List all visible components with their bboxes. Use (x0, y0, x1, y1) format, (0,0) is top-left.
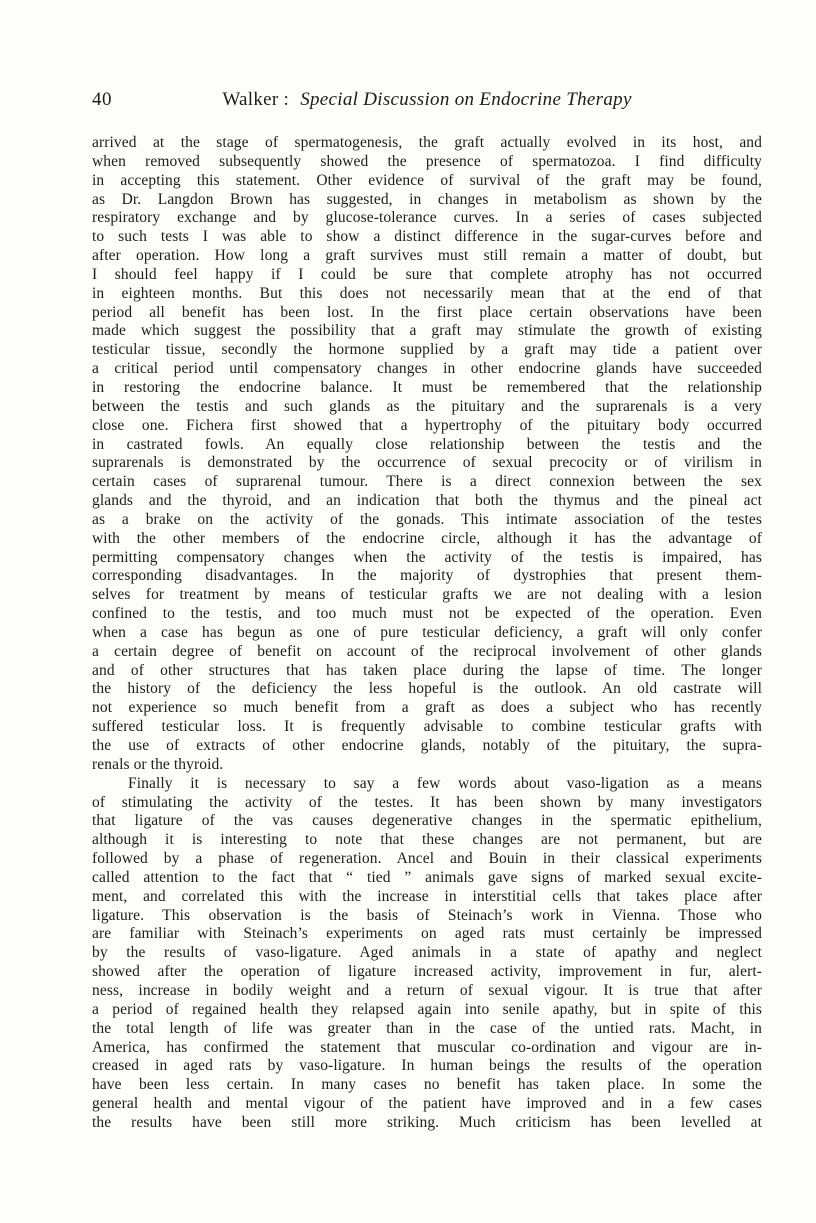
text-line: a period of regained health they relapsed again into senile apathy, but in spite of this (92, 1000, 762, 1018)
text-line: creased in aged rats by vaso-ligature. In human beings the results of the operation (92, 1057, 762, 1075)
text-line: the results have been still more striking. Much criticism has been levelled at (92, 1113, 762, 1131)
text-line: general health and mental vigour of the patient have improved and in a few cases (92, 1095, 762, 1113)
text-line: suffered testicular loss. It is frequently advisable to combine testicular grafts with (92, 718, 762, 736)
text-line: not experience so much benefit from a graft as does a subject who has recently (92, 699, 762, 717)
text-line: I should feel happy if I could be sure that complete atrophy has not occurred (92, 265, 762, 283)
text-line: as a brake on the activity of the gonads. This intimate association of the testes (92, 510, 762, 528)
paragraph-vaso-ligation (92, 775, 762, 1133)
text-line: the use of extracts of other endocrine glands, notably of the pituitary, the supra- (92, 737, 762, 754)
paragraph-grafts (92, 134, 762, 775)
text-line: made which suggest the possibility that a graft may stimulate the growth of existing (92, 322, 762, 340)
text-line: ligature. This observation is the basis of Steinach’s work in Vienna. Those who (92, 906, 762, 924)
text-line: have been less certain. In many cases no benefit has taken place. In some the (92, 1076, 762, 1094)
text-line: although it is interesting to note that these changes are not permanent, but are (92, 831, 762, 849)
text-line: Finally it is necessary to say a few words about vaso-ligation as a means (128, 774, 762, 792)
text-line: are familiar with Steinach’s experiments on aged rats must certainly be impressed (92, 925, 762, 943)
text-line: by the results of vaso-ligature. Aged animals in a state of apathy and neglect (92, 944, 762, 962)
text-line: in restoring the endocrine balance. It must be remembered that the relationship (92, 378, 762, 396)
text-line: with the other members of the endocrine circle, although it has the advantage of (92, 529, 762, 547)
text-line: called attention to the fact that “ tied ” animals gave signs of marked sexual excite- (92, 868, 762, 886)
text-line: confined to the testis, and too much must not be expected of the operation. Even (92, 605, 762, 623)
text-line: a critical period until compensatory changes in other endocrine glands have succeeded (92, 360, 762, 378)
text-line: selves for treatment by means of testicular grafts we are not dealing with a lesion (92, 586, 762, 604)
text-line: permitting compensatory changes when the activity of the testis is impaired, has (92, 548, 762, 566)
text-line: renals or the thyroid. (92, 755, 224, 773)
text-line: the history of the deficiency the less hopeful is the outlook. An old castrate will (92, 680, 762, 698)
running-head (92, 88, 762, 112)
text-line: America, has confirmed the statement that muscular co-ordination and vigour are in- (92, 1038, 762, 1056)
text-line: suprarenals is demonstrated by the occurrence of sexual precocity or of virilism in (92, 454, 762, 472)
text-line: after operation. How long a graft survives must still remain a matter of doubt, but (92, 247, 762, 265)
text-line: in eighteen months. But this does not necessarily mean that at the end of that (92, 284, 762, 302)
text-line: respiratory exchange and by glucose-tolerance curves. In a series of cases subjected (92, 209, 762, 227)
text-line: period all benefit has been lost. In the first place certain observations have been (92, 303, 762, 321)
text-line: arrived at the stage of spermatogenesis, the graft actually evolved in its host, and (92, 134, 762, 151)
text-line: showed after the operation of ligature increased activity, improvement in fur, alert- (92, 963, 762, 981)
text-line: ment, and correlated this with the increase in interstitial cells that takes place after (92, 887, 762, 905)
text-line: when removed subsequently showed the presence of spermatozoa. I find difficulty (92, 152, 762, 170)
text-line: ness, increase in bodily weight and a return of sexual vigour. It is true that after (92, 981, 762, 999)
text-line: of stimulating the activity of the testes. It has been shown by many investigators (92, 793, 762, 811)
text-line: and of other structures that has taken place during the lapse of time. The longer (92, 661, 762, 679)
text-line: when a case has begun as one of pure testicular deficiency, a graft will only confer (92, 623, 762, 641)
body-text (92, 134, 762, 1133)
running-title-text: Special Discussion on Endocrine Therapy (300, 89, 632, 110)
text-line: as Dr. Langdon Brown has suggested, in changes in metabolism as shown by the (92, 190, 762, 208)
text-line: followed by a phase of regeneration. Ancel and Bouin in their classical experiments (92, 850, 762, 868)
text-line: glands and the thyroid, and an indication that both the thymus and the pineal act (92, 492, 762, 510)
text-line: the total length of life was greater than in the case of the untied rats. Macht, in (92, 1019, 762, 1037)
text-line: that ligature of the vas causes degenerative changes in the spermatic epithelium, (92, 812, 762, 830)
text-line: in accepting this statement. Other evidence of survival of the graft may be found, (92, 171, 762, 189)
text-line: testicular tissue, secondly the hormone supplied by a graft may tide a patient over (92, 341, 762, 359)
text-line: corresponding disadvantages. In the majority of dystrophies that present them- (92, 567, 762, 585)
text-line: close one. Fichera first showed that a hypertrophy of the pituitary body occurred (92, 416, 762, 434)
text-line: certain cases of suprarenal tumour. There is a direct connexion between the sex (92, 473, 762, 491)
running-title (92, 88, 762, 112)
page-number: 40 (92, 89, 112, 110)
text-line: in castrated fowls. An equally close relationship between the testis and the (92, 435, 762, 453)
text-line: a certain degree of benefit on account of the reciprocal involvement of other glands (92, 642, 762, 660)
running-title-author: Walker : (222, 89, 290, 110)
text-line: to such tests I was able to show a distinct difference in the sugar-curves before and (92, 228, 762, 246)
text-line: between the testis and such glands as the pituitary and the suprarenals is a very (92, 397, 762, 415)
